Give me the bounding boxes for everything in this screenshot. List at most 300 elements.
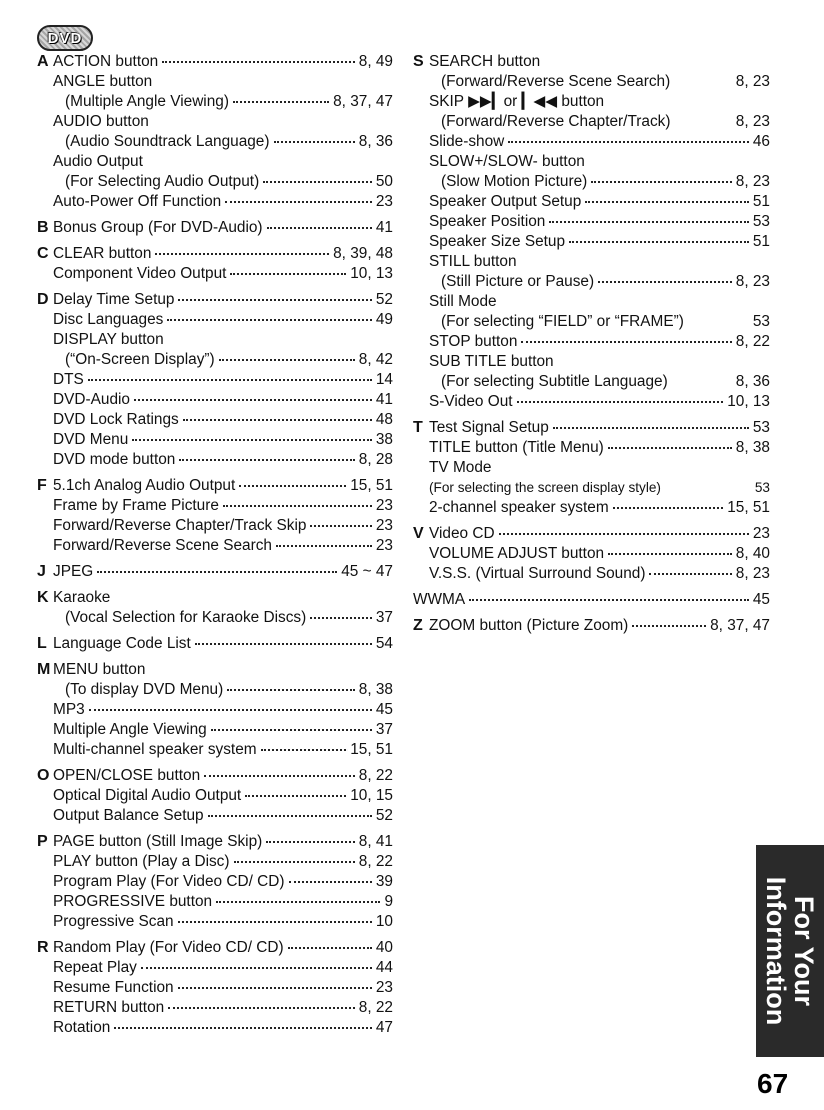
dot-leader [178,986,372,989]
dot-leader [310,616,372,619]
index-entry [413,352,770,372]
dot-leader [219,358,355,361]
index-entry-pages: 52 [375,291,393,308]
dot-leader [178,920,372,923]
index-entry-pages: 8, 41 [358,833,393,850]
index-letter: T [413,419,423,436]
index-entry-label: TV Mode [429,459,492,476]
index-entry-label: DVD Lock Ratings [53,411,179,428]
dot-leader [89,708,372,711]
dot-leader [239,484,346,487]
index-entry-label: PLAY button (Play a Disc) [53,853,230,870]
index-entry-label: S-Video Out [429,393,513,410]
dot-leader [168,1006,355,1009]
index-column-left [37,52,393,1044]
index-entry [37,892,393,912]
index-entry-pages: 52 [375,807,393,824]
index-entry [413,616,770,636]
dot-leader [632,624,706,627]
index-letter: V [413,525,424,542]
index-entry-label: Multi-channel speaker system [53,741,257,758]
index-entry-pages: 23 [752,525,770,542]
index-entry [413,212,770,232]
dot-leader [274,140,355,143]
index-entry-label: MENU button [53,661,146,678]
index-entry-label: Delay Time Setup [53,291,175,308]
index-entry-label: SLOW+/SLOW- button [429,153,585,170]
index-entry-label: AUDIO button [53,113,149,130]
index-entry [37,608,393,628]
dot-leader [288,946,372,949]
index-entry-label: DVD Menu [53,431,129,448]
dot-leader [179,458,354,461]
index-entry-label: Multiple Angle Viewing [53,721,207,738]
index-entry-pages: 8, 23 [735,113,770,130]
index-group [37,476,393,556]
index-entry-pages: 8, 37, 47 [710,617,770,634]
index-entry-label: (Forward/Reverse Scene Search) [441,73,671,90]
index-entry-label: (Slow Motion Picture) [441,173,588,190]
index-group [413,616,770,636]
index-entry-label: RETURN button [53,999,165,1016]
index-entry-pages: 45 [375,701,393,718]
index-entry-pages: 37 [375,609,393,626]
index-entry-pages: 49 [375,311,393,328]
dot-leader [234,860,355,863]
index-entry-pages: 10 [375,913,393,930]
index-entry-label: Resume Function [53,979,174,996]
index-entry-label: (Forward/Reverse Chapter/Track) [441,113,671,130]
dot-leader [469,598,749,601]
dot-leader [569,240,749,243]
section-tab-line-2: Information [761,876,791,1026]
index-entry-pages: 8, 23 [735,173,770,190]
index-entry [413,372,770,392]
index-entry-label: Speaker Size Setup [429,233,566,250]
index-entry-pages: 8, 36 [735,373,770,390]
index-entry-label: Forward/Reverse Chapter/Track Skip [53,517,307,534]
index-entry-pages: 8, 42 [358,351,393,368]
index-entry-label: (Audio Soundtrack Language) [65,133,270,150]
index-entry-pages: 44 [375,959,393,976]
index-entry-label: Karaoke [53,589,111,606]
index-entry-pages: 23 [375,979,393,996]
index-entry [37,264,393,284]
index-entry-label: DVD-Audio [53,391,130,408]
index-group [37,588,393,628]
index-entry [37,516,393,536]
index-entry [37,172,393,192]
dot-leader [88,378,372,381]
index-entry [37,700,393,720]
index-entry-label: OPEN/CLOSE button [53,767,201,784]
dot-leader [167,318,372,321]
index-entry-pages: 8, 38 [358,681,393,698]
index-entry-label: DISPLAY button [53,331,164,348]
dot-leader [613,506,724,509]
index-letter: A [37,53,49,70]
index-entry-pages: 23 [375,497,393,514]
index-entry [37,912,393,932]
index-entry-pages: 8, 23 [735,273,770,290]
index-entry-pages: 45 [752,591,770,608]
index-entry-pages: 15, 51 [350,741,393,758]
index-entry-pages: 8, 28 [358,451,393,468]
index-entry [413,252,770,272]
index-entry-label: (Multiple Angle Viewing) [65,93,229,110]
index-entry-label: Language Code List [53,635,191,652]
index-entry-label: SKIP ▶▶▎or ▎◀◀ button [429,93,605,110]
index-entry [413,132,770,152]
index-entry [37,978,393,998]
section-tab-text [762,877,818,1026]
index-entry [37,832,393,852]
index-group [37,562,393,582]
index-entry [37,562,393,582]
index-entry-label: (“On-Screen Display”) [65,351,215,368]
index-entry-pages: 53 [752,213,770,230]
index-entry [37,350,393,370]
index-entry-pages: 9 [384,893,393,910]
dot-leader [183,418,372,421]
index-entry-label: PAGE button (Still Image Skip) [53,833,263,850]
index-entry-pages: 8, 22 [358,767,393,784]
index-letter: B [37,219,49,236]
index-entry-label: (For selecting Subtitle Language) [441,373,668,390]
index-entry-label: CLEAR button [53,245,152,262]
index-entry [413,478,770,498]
index-entry-pages: 39 [375,873,393,890]
index-group [37,218,393,238]
dot-leader [263,180,372,183]
index-entry [37,852,393,872]
index-entry-label: Bonus Group (For DVD-Audio) [53,219,263,236]
index-entry-pages: 46 [752,133,770,150]
index-entry [37,370,393,390]
index-group [37,244,393,284]
index-entry-pages: 45 ~ 47 [341,563,393,580]
index-entry-pages: 8, 38 [735,439,770,456]
index-letter: K [37,589,49,606]
index-entry-label: ANGLE button [53,73,153,90]
index-group [37,938,393,1038]
index-entry [413,544,770,564]
dot-leader [310,524,371,527]
index-group [37,52,393,212]
dot-leader [521,340,731,343]
index-entry-label: Progressive Scan [53,913,174,930]
dot-leader [517,400,724,403]
index-entry-label: Component Video Output [53,265,227,282]
index-entry [37,310,393,330]
index-entry [37,634,393,654]
index-entry [413,92,770,112]
index-entry [37,450,393,470]
index-entry [413,112,770,132]
index-entry-pages: 15, 51 [350,477,393,494]
index-group [37,766,393,826]
index-entry [413,564,770,584]
index-entry-label: (For selecting the screen display style) [429,480,661,495]
index-entry [37,680,393,700]
index-entry [413,418,770,438]
index-group [37,660,393,760]
index-entry [37,112,393,132]
index-entry-pages: 51 [752,193,770,210]
index-entry-pages: 8, 36 [358,133,393,150]
section-tab-line-1: For Your [789,895,819,1006]
index-entry-label: WWMA [413,591,466,608]
index-entry-label: Output Balance Setup [53,807,204,824]
index-entry-pages: 8, 23 [735,73,770,90]
index-entry-label: Test Signal Setup [429,419,549,436]
dot-leader [216,900,380,903]
dot-leader [134,398,372,401]
index-entry [37,536,393,556]
index-entry-label: Disc Languages [53,311,164,328]
index-group [413,52,770,412]
index-entry-pages: 51 [752,233,770,250]
index-group [37,634,393,654]
index-entry [413,272,770,292]
index-group [413,418,770,518]
dot-leader [672,382,732,383]
index-entry-pages: 53 [752,313,770,330]
index-entry-pages: 8, 22 [358,999,393,1016]
index-entry-label: V.S.S. (Virtual Surround Sound) [429,565,646,582]
index-entry-label: SUB TITLE button [429,353,554,370]
index-entry-pages: 40 [375,939,393,956]
index-letter: J [37,563,46,580]
index-entry [37,92,393,112]
index-entry-label: 2-channel speaker system [429,499,609,516]
index-entry-label: Video CD [429,525,495,542]
index-entry-label: STOP button [429,333,518,350]
dot-leader [608,552,732,555]
index-entry-label: VOLUME ADJUST button [429,545,605,562]
index-entry-pages: 14 [375,371,393,388]
index-entry-pages: 50 [375,173,393,190]
index-letter: R [37,939,49,956]
index-entry [413,52,770,72]
index-entry-label: STILL button [429,253,517,270]
index-entry-label: Still Mode [429,293,497,310]
index-entry-pages: 8, 37, 47 [333,93,393,110]
dot-leader [649,572,731,575]
index-entry [37,496,393,516]
index-entry-label: Random Play (For Video CD/ CD) [53,939,284,956]
index-entry-pages: 41 [375,219,393,236]
index-column-right [413,52,770,642]
dot-leader [598,280,732,283]
index-entry-pages: 53 [752,419,770,436]
index-entry [37,330,393,350]
dot-leader [267,226,372,229]
index-entry-label: Frame by Frame Picture [53,497,219,514]
index-group [413,590,770,610]
dot-leader [499,532,749,535]
dvd-badge [37,25,93,51]
index-entry-pages: 8, 22 [735,333,770,350]
dot-leader [591,180,732,183]
index-entry-label: ZOOM button (Picture Zoom) [429,617,629,634]
index-entry [37,72,393,92]
index-letter: O [37,767,50,784]
index-entry [413,192,770,212]
index-entry [413,498,770,518]
index-entry-pages: 23 [375,517,393,534]
index-entry-label: (For selecting “FIELD” or “FRAME”) [441,313,684,330]
index-entry-label: Repeat Play [53,959,137,976]
dot-leader [553,426,749,429]
index-entry [413,458,770,478]
index-entry-pages: 8, 22 [358,853,393,870]
index-entry [37,588,393,608]
index-entry-label: Rotation [53,1019,111,1036]
dot-leader [178,298,371,301]
index-entry-pages: 38 [375,431,393,448]
index-entry [37,958,393,978]
index-entry-pages: 8, 40 [735,545,770,562]
index-entry [37,244,393,264]
index-entry-pages: 48 [375,411,393,428]
dot-leader [208,814,372,817]
index-entry-label: (Still Picture or Pause) [441,273,595,290]
index-entry-label: Forward/Reverse Scene Search [53,537,272,554]
dot-leader [155,252,329,255]
index-entry-label: JPEG [53,563,94,580]
index-entry [413,152,770,172]
index-entry [37,430,393,450]
index-group [37,832,393,932]
dot-leader [261,748,347,751]
index-entry-label: Auto-Power Off Function [53,193,222,210]
index-entry [413,172,770,192]
dot-leader [233,100,329,103]
dot-leader [585,200,749,203]
index-entry [37,660,393,680]
index-entry [37,938,393,958]
dot-leader [204,774,355,777]
index-entry [413,232,770,252]
page-number: 67 [757,1068,789,1099]
dot-leader [141,966,372,969]
index-entry [37,740,393,760]
index-entry [37,476,393,496]
dot-leader [508,140,749,143]
index-entry-label: Audio Output [53,153,143,170]
index-entry-pages: 54 [375,635,393,652]
index-entry-pages: 10, 13 [350,265,393,282]
index-entry-label: Program Play (For Video CD/ CD) [53,873,285,890]
index-entry-label: TITLE button (Title Menu) [429,439,604,456]
index-entry-pages: 15, 51 [727,499,770,516]
dot-leader [266,840,354,843]
index-entry [37,132,393,152]
index-entry [413,392,770,412]
index-entry [37,152,393,172]
index-letter: F [37,477,47,494]
index-letter: S [413,53,424,70]
index-entry-label: DTS [53,371,84,388]
index-entry-pages: 23 [375,537,393,554]
index-entry-pages: 37 [375,721,393,738]
index-entry [37,410,393,430]
index-entry-pages: 47 [375,1019,393,1036]
dot-leader [289,880,372,883]
dot-leader [245,794,346,797]
index-entry-label: Speaker Output Setup [429,193,582,210]
index-entry [413,312,770,332]
index-entry [413,590,770,610]
index-entry-label: DVD mode button [53,451,176,468]
dot-leader [211,728,372,731]
index-letter: Z [413,617,423,634]
dot-leader [665,488,751,489]
index-entry-pages: 10, 13 [727,393,770,410]
index-entry [413,292,770,312]
index-entry [413,72,770,92]
index-entry-pages: 8, 39, 48 [333,245,393,262]
index-entry-label: Optical Digital Audio Output [53,787,242,804]
index-entry [37,786,393,806]
index-letter: L [37,635,47,652]
index-entry-pages: 10, 15 [350,787,393,804]
index-entry-label: Slide-show [429,133,505,150]
index-entry-pages: 53 [754,480,770,495]
index-entry-label: SEARCH button [429,53,541,70]
dot-leader [227,688,355,691]
dot-leader [223,504,372,507]
dot-leader [162,60,355,63]
index-entry-label: 5.1ch Analog Audio Output [53,477,236,494]
dot-leader [225,200,372,203]
dot-leader [675,122,732,123]
index-entry [37,192,393,212]
index-entry [37,998,393,1018]
dot-leader [97,570,337,573]
index-entry-label: (To display DVD Menu) [65,681,224,698]
index-entry [37,390,393,410]
dot-leader [230,272,346,275]
index-letter: M [37,661,51,678]
index-entry [37,720,393,740]
index-letter: D [37,291,49,308]
dot-leader [674,82,732,83]
dot-leader [276,544,372,547]
index-entry [37,766,393,786]
index-entry-pages: 8, 49 [358,53,393,70]
index-entry-pages: 23 [375,193,393,210]
index-entry-pages: 41 [375,391,393,408]
index-entry-pages: 8, 23 [735,565,770,582]
index-entry [413,524,770,544]
dot-leader [688,322,749,323]
index-entry [37,52,393,72]
index-entry [37,872,393,892]
index-entry-label: (For Selecting Audio Output) [65,173,260,190]
index-entry-label: Speaker Position [429,213,546,230]
index-entry [37,806,393,826]
index-entry [413,332,770,352]
index-entry [413,438,770,458]
index-group [413,524,770,584]
index-letter: C [37,245,49,262]
dot-leader [608,446,732,449]
dot-leader [132,438,372,441]
index-entry-label: MP3 [53,701,85,718]
dot-leader [114,1026,372,1029]
